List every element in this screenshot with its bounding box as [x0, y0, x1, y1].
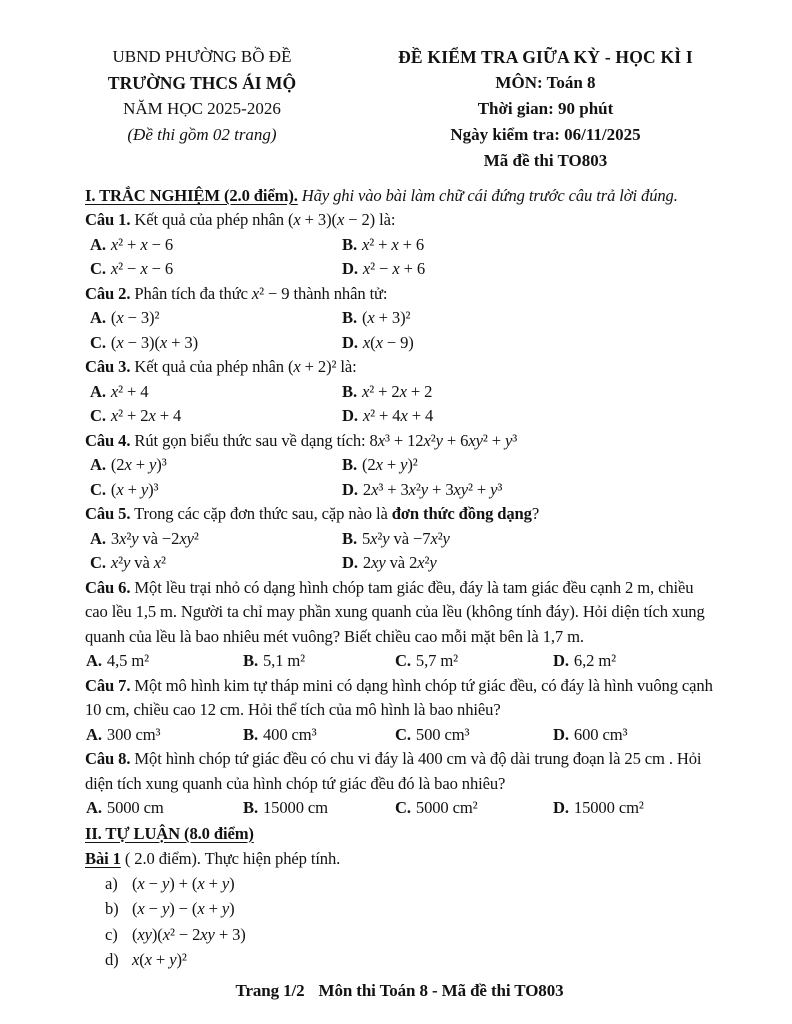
option-D [342, 551, 714, 576]
section2-title: II. TỰ LUẬN (8.0 điểm) [85, 823, 254, 843]
option-value: 300 cm³ [106, 724, 161, 744]
bai1-label: Bài 1 [85, 848, 121, 868]
header-exam-block [377, 44, 714, 174]
section1-heading [85, 183, 714, 208]
option-C [90, 331, 342, 356]
question-8-options [85, 796, 714, 821]
question-8 [85, 747, 714, 821]
option-A [86, 649, 243, 674]
section1-instruction: Hãy ghi vào bài làm chữ cái đứng trước câu trả lời đúng. [301, 186, 678, 205]
option-B [342, 527, 714, 552]
question-4-options [85, 453, 714, 502]
option-letter: C. [90, 479, 106, 499]
option-letter: D. [342, 553, 358, 572]
option-value: x² + 2x + 4 [110, 406, 182, 425]
option-C [90, 404, 342, 429]
option-value: 6,2 m² [573, 651, 616, 670]
option-D [342, 404, 714, 429]
option-B [342, 380, 714, 405]
essay-item-c [85, 922, 714, 948]
question-text: Kết quả của phép nhân [130, 357, 288, 376]
option-letter: A. [90, 381, 106, 401]
option-value: 500 cm³ [415, 724, 470, 744]
exam-date: Ngày kiểm tra: 06/11/2025 [450, 125, 641, 144]
question-text-end: ? [531, 504, 540, 523]
option-C [90, 257, 342, 282]
footer-page-number: Trang 1/2 [235, 980, 305, 1000]
bai1-heading [85, 846, 714, 871]
question-number: Câu 2. [85, 283, 131, 303]
question-math: 8x³ + 12x²y + 6xy² + y³ [369, 430, 518, 450]
multiple-choice-questions [85, 208, 714, 821]
option-letter: B. [243, 798, 258, 817]
question-6-stem [85, 576, 714, 650]
option-B [342, 306, 714, 331]
question-math: x² − 9 [251, 283, 290, 303]
question-1-stem [85, 208, 714, 233]
question-text: Một mô hình kim tự tháp mini có dạng hình chóp tứ giác đều, có đáy là hình vuông cạnh 10 cm, chiều cao 12 cm. Hỏi thể tích của mô hình là bao nhiêu? [85, 675, 713, 719]
essay-item-letter: d) [105, 950, 119, 969]
option-D [342, 257, 714, 282]
question-text-end: là: [375, 210, 396, 229]
option-letter: D. [342, 332, 358, 352]
option-value: x² + x + 6 [361, 234, 425, 254]
essay-items [85, 871, 714, 973]
header-note: (Đề thi gồm 02 trang) [127, 125, 277, 144]
question-1-options [85, 233, 714, 282]
question-math: (x + 2)² [287, 357, 337, 376]
option-D [342, 331, 714, 356]
option-value: (x − 3)(x + 3) [110, 332, 198, 352]
option-value: x(x − 9) [362, 332, 414, 352]
option-letter: C. [395, 724, 411, 744]
option-value: 15000 cm² [573, 798, 644, 817]
option-value: x² + 2x + 2 [361, 381, 433, 401]
option-value: 5,7 m² [415, 651, 458, 670]
question-4 [85, 429, 714, 503]
question-1 [85, 208, 714, 282]
option-value: (x + 3)² [361, 308, 411, 327]
essay-item-math: x(x + y)² [132, 950, 187, 969]
option-letter: D. [553, 798, 569, 817]
option-A [90, 380, 342, 405]
question-text: Phân tích đa thức [130, 283, 252, 303]
option-B [243, 796, 395, 821]
essay-item-d [85, 947, 714, 973]
question-text: Một hình chóp tứ giác đều có chu vi đáy là 400 cm và độ dài trung đoạn là 25 cm . Hỏi diện tích xung quanh của hình chóp tứ giác đều đó là bao nhiêu? [85, 749, 702, 793]
question-2 [85, 282, 714, 356]
question-8-stem [85, 747, 714, 796]
option-value: 600 cm³ [573, 724, 628, 744]
question-number: Câu 6. [85, 577, 131, 597]
header-school: TRƯỜNG THCS ÁI MỘ [107, 73, 297, 93]
question-text: Rút gọn biểu thức sau về dạng tích: [130, 430, 370, 450]
exam-duration: Thời gian: 90 phút [477, 99, 614, 118]
option-letter: D. [342, 479, 358, 499]
option-value: x²y và x² [110, 553, 166, 572]
question-number: Câu 4. [85, 430, 131, 450]
option-letter: B. [243, 651, 258, 670]
question-4-stem [85, 429, 714, 454]
option-C [395, 796, 553, 821]
option-C [395, 723, 553, 748]
question-emphasis: đơn thức đồng dạng [391, 504, 532, 523]
option-letter: B. [342, 234, 357, 254]
option-letter: B. [342, 308, 357, 327]
option-letter: D. [553, 724, 569, 744]
option-letter: C. [395, 651, 411, 670]
question-text: Trong các cặp đơn thức sau, cặp nào là [130, 504, 392, 523]
option-A [86, 796, 243, 821]
option-value: x² + 4 [110, 381, 149, 401]
exam-code: Mã đề thi TO803 [483, 151, 608, 170]
option-value: 400 cm³ [262, 724, 317, 744]
option-B [342, 233, 714, 258]
exam-title: ĐỀ KIỂM TRA GIỮA KỲ - HỌC KÌ I [398, 47, 693, 67]
question-6-options [85, 649, 714, 674]
option-value: 3x²y và −2xy² [110, 528, 199, 548]
section2-heading [85, 821, 714, 846]
option-value: 2xy và 2x²y [362, 553, 437, 572]
option-D [342, 478, 714, 503]
option-value: 5,1 m² [262, 651, 306, 670]
option-C [90, 478, 342, 503]
option-A [90, 453, 342, 478]
option-letter: A. [90, 455, 106, 474]
exam-header [85, 44, 714, 174]
option-B [342, 453, 714, 478]
question-text: Một lều trại nhỏ có dạng hình chóp tam giác đều, đáy là tam giác đều cạnh 2 m, chiều cao lều 1,5 m. Người ta chỉ may phần xung quanh của lều (không tính đáy). Hỏi diện tích xung quanh của lều là bao nhiêu mét vuông? Biết chiều cao mỗi mặt bên là 1,7 m. [85, 577, 705, 646]
option-D [553, 796, 714, 821]
essay-item-letter: b) [105, 899, 119, 918]
option-D [553, 723, 714, 748]
option-value: 5x²y và −7x²y [361, 528, 450, 548]
option-B [243, 649, 395, 674]
essay-item-math: (xy)(x² − 2xy + 3) [132, 924, 246, 944]
question-5-stem [85, 502, 714, 527]
question-number: Câu 7. [85, 675, 131, 695]
option-letter: C. [395, 798, 411, 817]
option-value: (2x + y)³ [110, 455, 167, 474]
question-number: Câu 8. [85, 749, 131, 768]
question-5 [85, 502, 714, 576]
header-org: UBND PHƯỜNG BỒ ĐỀ [112, 47, 292, 66]
question-2-stem [85, 282, 714, 307]
option-letter: C. [90, 553, 106, 572]
question-3-stem [85, 355, 714, 380]
option-letter: A. [86, 651, 102, 670]
option-value: (2x + y)² [361, 455, 418, 474]
essay-item-math: (x − y) − (x + y) [132, 899, 235, 918]
header-year: NĂM HỌC 2025-2026 [123, 99, 281, 118]
option-D [553, 649, 714, 674]
question-7-options [85, 723, 714, 748]
option-A [90, 527, 342, 552]
option-value: 5000 cm² [415, 798, 478, 817]
question-text-end: thành nhân tử: [289, 283, 388, 303]
question-6 [85, 576, 714, 674]
option-C [395, 649, 553, 674]
footer-info: Môn thi Toán 8 - Mã đề thi TO803 [318, 980, 564, 1000]
question-3-options [85, 380, 714, 429]
option-A [86, 723, 243, 748]
option-letter: A. [90, 308, 106, 327]
option-value: 15000 cm [262, 798, 328, 817]
exam-subject: MÔN: Toán 8 [495, 73, 596, 92]
option-value: x² − x + 6 [362, 259, 426, 278]
option-letter: D. [553, 651, 569, 670]
question-5-options [85, 527, 714, 576]
page-footer [85, 978, 714, 1003]
option-value: 4,5 m² [106, 651, 149, 670]
question-number: Câu 1. [85, 210, 131, 229]
header-school-block [85, 44, 319, 148]
option-letter: B. [342, 455, 357, 474]
option-A [90, 233, 342, 258]
essay-item-a [85, 871, 714, 897]
option-letter: A. [86, 798, 102, 817]
option-value: (x − 3)² [110, 308, 160, 327]
option-letter: C. [90, 259, 106, 278]
option-letter: B. [342, 528, 357, 548]
option-C [90, 551, 342, 576]
option-letter: C. [90, 332, 106, 352]
section1-title: I. TRẮC NGHIỆM (2.0 điểm). [85, 186, 298, 205]
bai1-text: ( 2.0 điểm). Thực hiện phép tính. [120, 848, 341, 868]
question-number: Câu 5. [85, 504, 131, 523]
question-number: Câu 3. [85, 357, 131, 376]
question-math: (x + 3)(x − 2) [287, 210, 376, 229]
essay-item-math: (x − y) + (x + y) [132, 873, 235, 893]
option-letter: D. [342, 406, 358, 425]
question-2-options [85, 306, 714, 355]
option-value: (x + y)³ [110, 479, 159, 499]
option-letter: A. [90, 234, 106, 254]
exam-body [85, 183, 714, 1003]
essay-item-letter: a) [105, 873, 118, 893]
option-value: 2x³ + 3x²y + 3xy² + y³ [362, 479, 503, 499]
question-text-end: là: [336, 357, 357, 376]
option-letter: A. [90, 528, 106, 548]
option-letter: D. [342, 259, 358, 278]
option-letter: C. [90, 406, 106, 425]
question-3 [85, 355, 714, 429]
option-letter: B. [243, 724, 258, 744]
question-7 [85, 674, 714, 748]
option-letter: B. [342, 381, 357, 401]
question-7-stem [85, 674, 714, 723]
option-value: x² + x − 6 [110, 234, 174, 254]
option-value: x² − x − 6 [110, 259, 174, 278]
option-B [243, 723, 395, 748]
option-value: x² + 4x + 4 [362, 406, 434, 425]
option-value: 5000 cm [106, 798, 164, 817]
option-A [90, 306, 342, 331]
option-letter: A. [86, 724, 102, 744]
essay-item-b [85, 896, 714, 922]
question-text: Kết quả của phép nhân [130, 210, 288, 229]
essay-item-letter: c) [105, 924, 118, 944]
